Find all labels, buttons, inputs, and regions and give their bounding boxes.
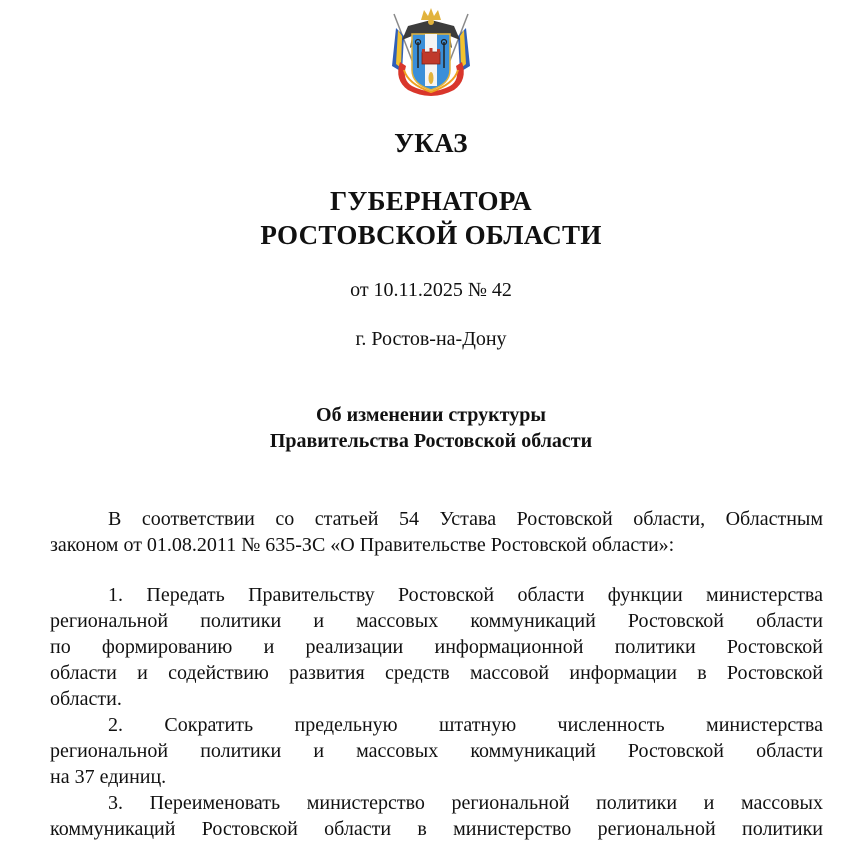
issuer-heading-line1: ГУБЕРНАТОРА (330, 186, 532, 216)
item-3-line: 3. Переименовать министерство региональной политики и массовых (108, 792, 823, 814)
item-1-line: области. (50, 688, 122, 710)
item-3-line: коммуникаций Ростовской области в министерство региональной политики (50, 818, 823, 840)
item-2-line: 2. Сократить предельную штатную численность министерства (108, 714, 823, 736)
subject-title-line2: Правительства Ростовской области (269, 430, 593, 452)
document-type-heading: УКАЗ (394, 128, 468, 158)
item-1-line: 1. Передать Правительству Ростовской области функции министерства (108, 584, 823, 606)
item-2-line: на 37 единиц. (50, 766, 167, 788)
item-2-line: региональной политики и массовых коммуникаций Ростовской области (50, 740, 823, 762)
item-1-line: области и содействию развития средств массовой информации в Ростовской (50, 662, 823, 684)
preamble-paragraph (50, 506, 823, 558)
preamble-line: законом от 01.08.2011 № 635-ЗС «О Правительстве Ростовской области»: (50, 534, 675, 556)
document-date-number: от 10.11.2025 № 42 (350, 279, 512, 301)
decree-items (50, 582, 823, 842)
item-1-line: по формированию и реализации информационной политики Ростовской (50, 636, 823, 658)
item-1-line: региональной политики и массовых коммуникаций Ростовской области (50, 610, 823, 632)
document-city: г. Ростов-на-Дону (355, 328, 507, 350)
coat-of-arms-icon (388, 6, 474, 104)
subject-title-line1: Об изменении структуры (316, 404, 546, 426)
preamble-line: В соответствии со статьей 54 Устава Ростовской области, Областным (108, 508, 823, 530)
issuer-heading-line2: РОСТОВСКОЙ ОБЛАСТИ (260, 220, 602, 250)
